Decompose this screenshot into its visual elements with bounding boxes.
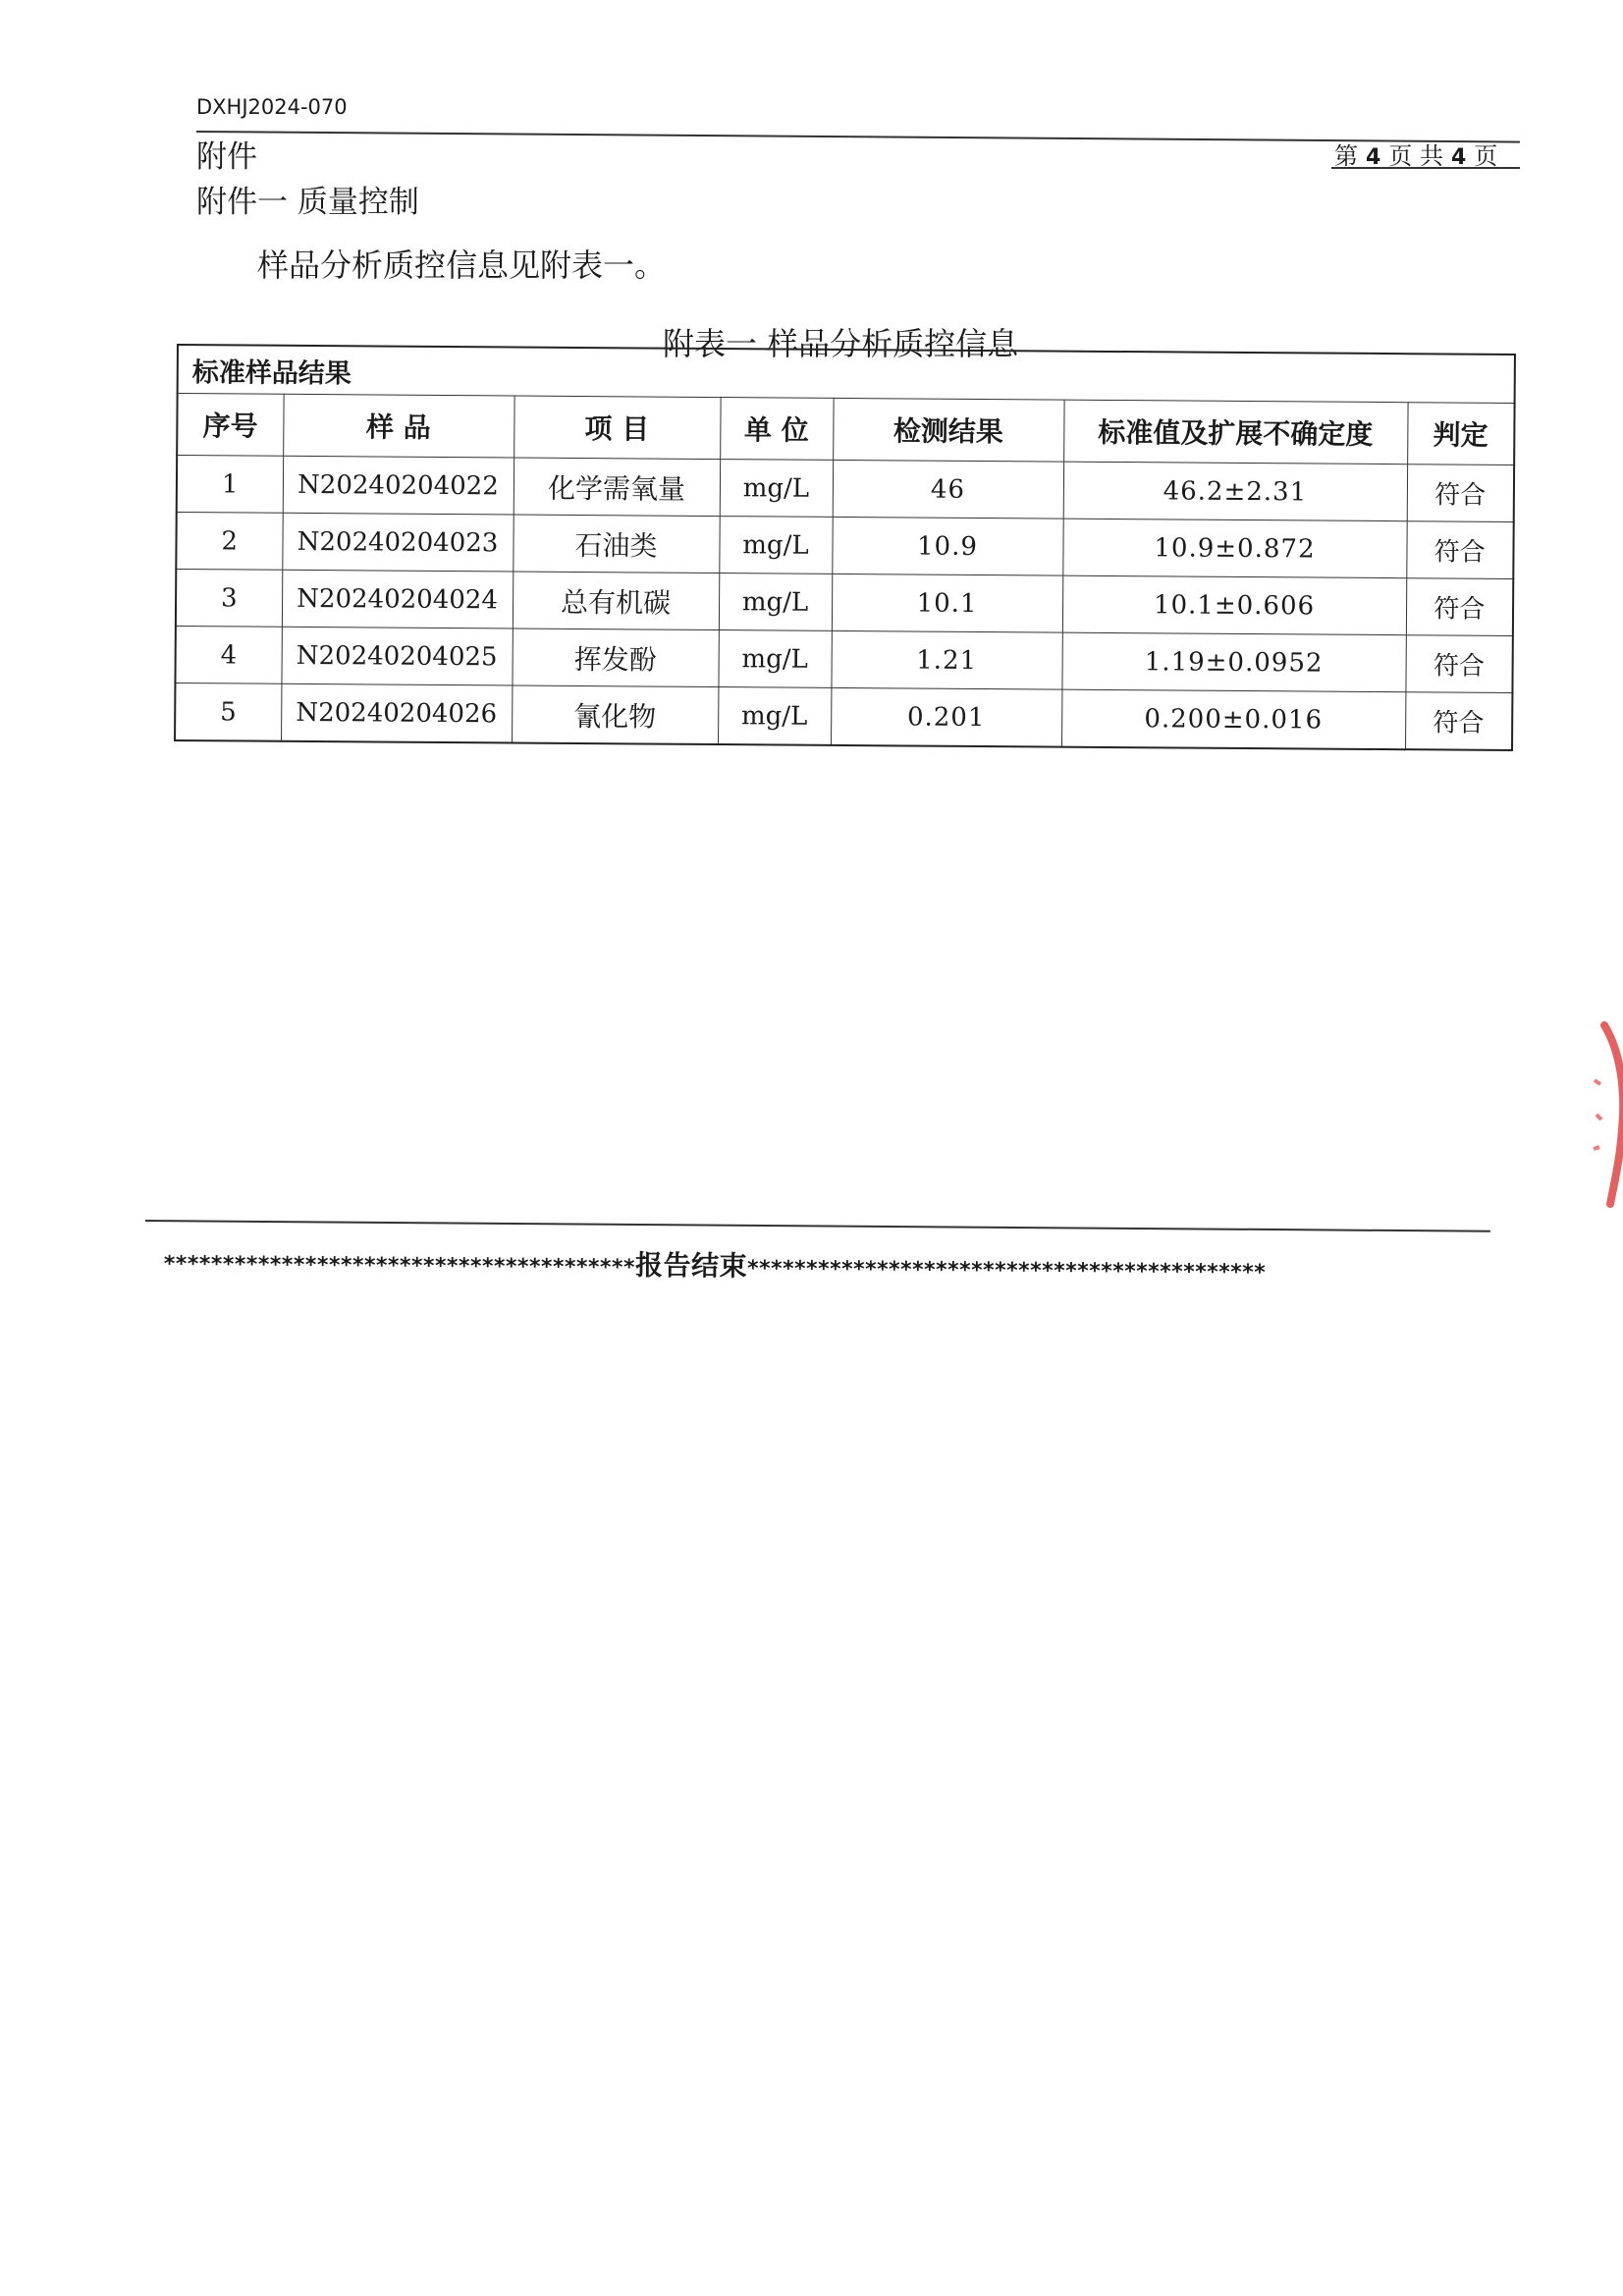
cell-sample: N20240204024 bbox=[282, 570, 513, 629]
cell-sample: N20240204023 bbox=[282, 513, 513, 572]
cell-judgement: 符合 bbox=[1405, 635, 1512, 693]
section-title: 附件 bbox=[196, 139, 257, 175]
cell-sample: N20240204025 bbox=[281, 627, 512, 685]
cell-standard: 1.19±0.0952 bbox=[1061, 632, 1405, 692]
cell-unit: mg/L bbox=[719, 517, 832, 574]
seal-stamp-fragment bbox=[1591, 1021, 1623, 1208]
cell-index: 4 bbox=[175, 626, 281, 683]
table-caption: 附表一 样品分析质控信息 bbox=[663, 325, 1019, 362]
page-current: 4 bbox=[1366, 145, 1381, 170]
cell-item: 化学需氧量 bbox=[514, 458, 720, 517]
page-prefix: 第 bbox=[1334, 142, 1358, 170]
cell-item: 氰化物 bbox=[512, 685, 718, 744]
cell-unit: mg/L bbox=[719, 574, 832, 631]
cell-judgement: 符合 bbox=[1405, 692, 1512, 750]
cell-standard: 46.2±2.31 bbox=[1063, 462, 1407, 521]
cell-judgement: 符合 bbox=[1406, 578, 1513, 636]
cell-sample: N20240204026 bbox=[281, 683, 512, 742]
cell-index: 5 bbox=[175, 683, 281, 740]
header-cell: 判定 bbox=[1407, 403, 1515, 465]
page-total: 4 bbox=[1450, 145, 1467, 170]
table-row bbox=[177, 456, 1514, 522]
table-row bbox=[175, 626, 1512, 692]
seal-stamp-edge bbox=[1604, 1025, 1623, 1204]
cell-result: 10.1 bbox=[832, 574, 1062, 632]
section-subtitle: 附件一 质量控制 bbox=[196, 185, 419, 220]
cell-unit: mg/L bbox=[720, 460, 833, 518]
end-label: 报告结束 bbox=[634, 1248, 748, 1283]
table-row bbox=[176, 513, 1513, 579]
cell-index: 2 bbox=[176, 513, 282, 571]
header-cell: 项 目 bbox=[514, 396, 720, 460]
page-middle: 页 共 bbox=[1388, 142, 1443, 170]
table-row bbox=[176, 570, 1513, 636]
cell-item: 石油类 bbox=[513, 515, 719, 574]
page-indicator bbox=[1334, 137, 1497, 171]
report-end-marker bbox=[164, 1240, 1267, 1288]
qc-table bbox=[174, 344, 1516, 751]
cell-standard: 0.200±0.016 bbox=[1061, 689, 1405, 749]
table-header-row bbox=[177, 394, 1514, 465]
header-cell: 样 品 bbox=[283, 394, 514, 458]
cell-judgement: 符合 bbox=[1407, 465, 1514, 522]
cell-judgement: 符合 bbox=[1406, 521, 1513, 579]
document-number: DXHJ2024-070 bbox=[196, 95, 348, 119]
cell-standard: 10.1±0.606 bbox=[1062, 575, 1406, 635]
cell-sample: N20240204022 bbox=[283, 456, 514, 515]
cell-result: 10.9 bbox=[832, 517, 1062, 575]
header-cell: 单 位 bbox=[720, 398, 833, 461]
header-rule bbox=[196, 131, 1520, 143]
cell-item: 挥发酚 bbox=[512, 629, 718, 687]
qc-table-wrapper bbox=[174, 344, 1516, 751]
end-stars-left: **************************************** bbox=[163, 1251, 636, 1281]
cell-unit: mg/L bbox=[718, 630, 831, 688]
table-row bbox=[175, 683, 1512, 749]
cell-unit: mg/L bbox=[718, 687, 831, 745]
table-group-title: 标准样品结果 bbox=[178, 345, 1515, 403]
cell-index: 1 bbox=[177, 456, 283, 514]
end-rule bbox=[145, 1220, 1490, 1232]
cell-result: 1.21 bbox=[831, 630, 1061, 689]
header-cell: 序号 bbox=[177, 394, 283, 457]
seal-stamp-mark bbox=[1594, 1080, 1601, 1149]
end-stars-right: ******************************************** bbox=[746, 1256, 1267, 1285]
cell-standard: 10.9±0.872 bbox=[1062, 519, 1406, 578]
header-cell: 标准值及扩展不确定度 bbox=[1063, 400, 1407, 465]
cell-result: 0.201 bbox=[831, 687, 1061, 746]
cell-result: 46 bbox=[833, 460, 1063, 519]
intro-paragraph: 样品分析质控信息见附表一。 bbox=[257, 246, 667, 284]
cell-item: 总有机碳 bbox=[513, 572, 719, 630]
cell-index: 3 bbox=[176, 570, 282, 628]
header-cell: 检测结果 bbox=[833, 398, 1063, 462]
page-suffix: 页 bbox=[1474, 142, 1498, 170]
